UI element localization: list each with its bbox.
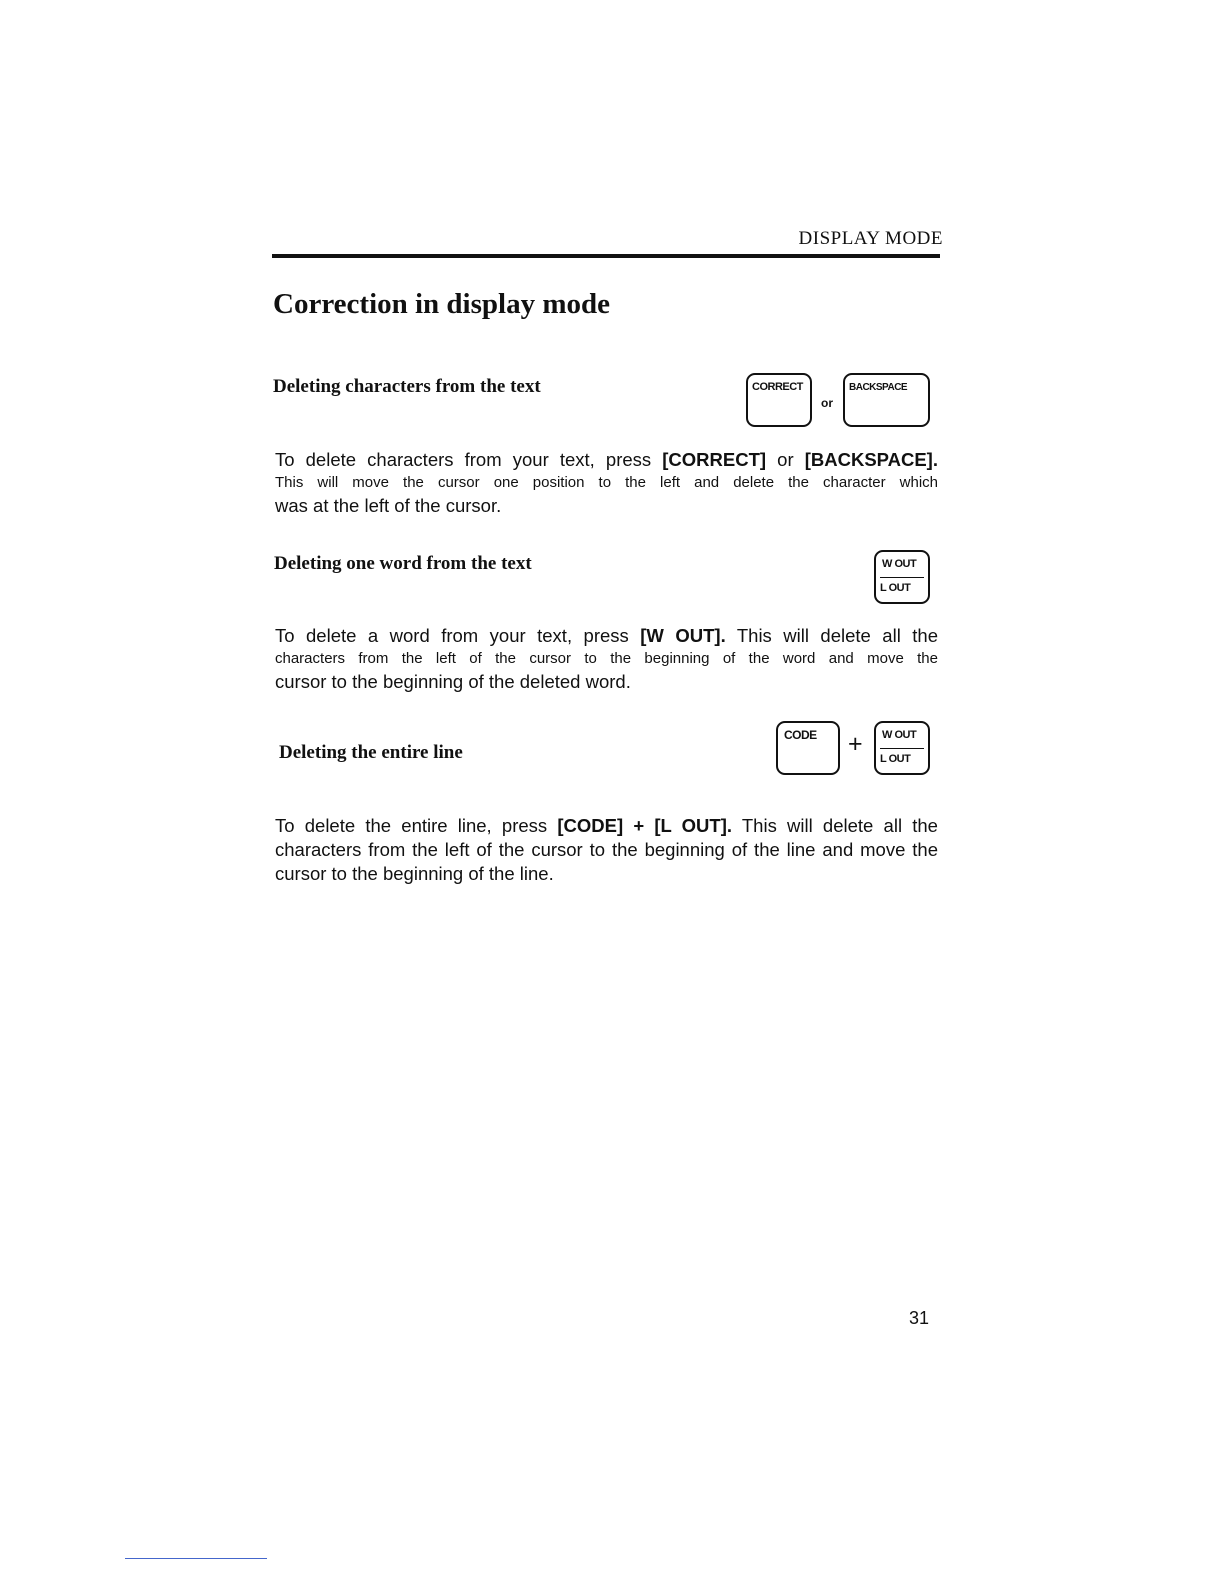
text-run: or: [766, 449, 805, 470]
text-run: This will delete all the: [732, 815, 938, 836]
backspace-key-label: BACKSPACE: [849, 382, 908, 393]
header-rule: [272, 254, 940, 258]
w-out-l-out-key-icon: [874, 550, 930, 604]
paragraph-line: [275, 448, 938, 472]
paragraph-line: cursor to the beginning of the line.: [275, 863, 554, 884]
w-out-l-out-key-icon: [874, 721, 930, 775]
paragraph-line: characters from the left of the cursor to the beginning of the line and move the: [275, 839, 938, 860]
w-out-key-label: W OUT: [882, 729, 917, 741]
l-out-key-label: L OUT: [880, 582, 911, 594]
page-title: Correction in display mode: [273, 288, 610, 320]
code-key-icon: [776, 721, 840, 775]
section-heading-deleting-word: Deleting one word from the text: [274, 553, 532, 574]
l-out-key-label: L OUT: [880, 753, 911, 765]
key-reference: [CORRECT]: [662, 449, 767, 470]
footer-rule: [125, 1558, 267, 1559]
paragraph-deleting-characters: [275, 448, 938, 518]
text-run: This will delete all the: [725, 625, 938, 646]
paragraph-line: This will move the cursor one position to the left and delete the character which: [275, 474, 938, 491]
plus-connector: +: [848, 730, 863, 758]
backspace-key-icon: [843, 373, 930, 427]
paragraph-line: was at the left of the cursor.: [275, 495, 502, 516]
correct-key-label: CORRECT: [752, 381, 803, 393]
page-number: 31: [909, 1308, 930, 1328]
or-connector: or: [821, 396, 833, 410]
code-key-label: CODE: [784, 728, 817, 742]
paragraph-line: [275, 814, 938, 838]
running-head: DISPLAY MODE: [798, 228, 943, 249]
w-out-key-label: W OUT: [882, 558, 917, 570]
text-run: To delete characters from your text, press: [275, 449, 663, 470]
key-reference: [BACKSPACE].: [804, 449, 938, 470]
paragraph-deleting-line: [275, 814, 938, 886]
text-run: To delete a word from your text, press: [275, 625, 641, 646]
section-heading-deleting-characters: Deleting characters from the text: [273, 376, 541, 397]
key-reference: [CODE] + [L OUT].: [557, 815, 733, 836]
paragraph-line: [275, 624, 938, 648]
section-heading-deleting-line: Deleting the entire line: [279, 742, 463, 763]
paragraph-deleting-word: [275, 624, 938, 694]
text-run: To delete the entire line, press: [275, 815, 558, 836]
key-divider: [880, 577, 924, 578]
key-reference: [W OUT].: [640, 625, 726, 646]
correct-key-icon: [746, 373, 812, 427]
paragraph-line: characters from the left of the cursor to the beginning of the word and move the: [275, 650, 938, 667]
key-divider: [880, 748, 924, 749]
paragraph-line: cursor to the beginning of the deleted word.: [275, 671, 631, 692]
